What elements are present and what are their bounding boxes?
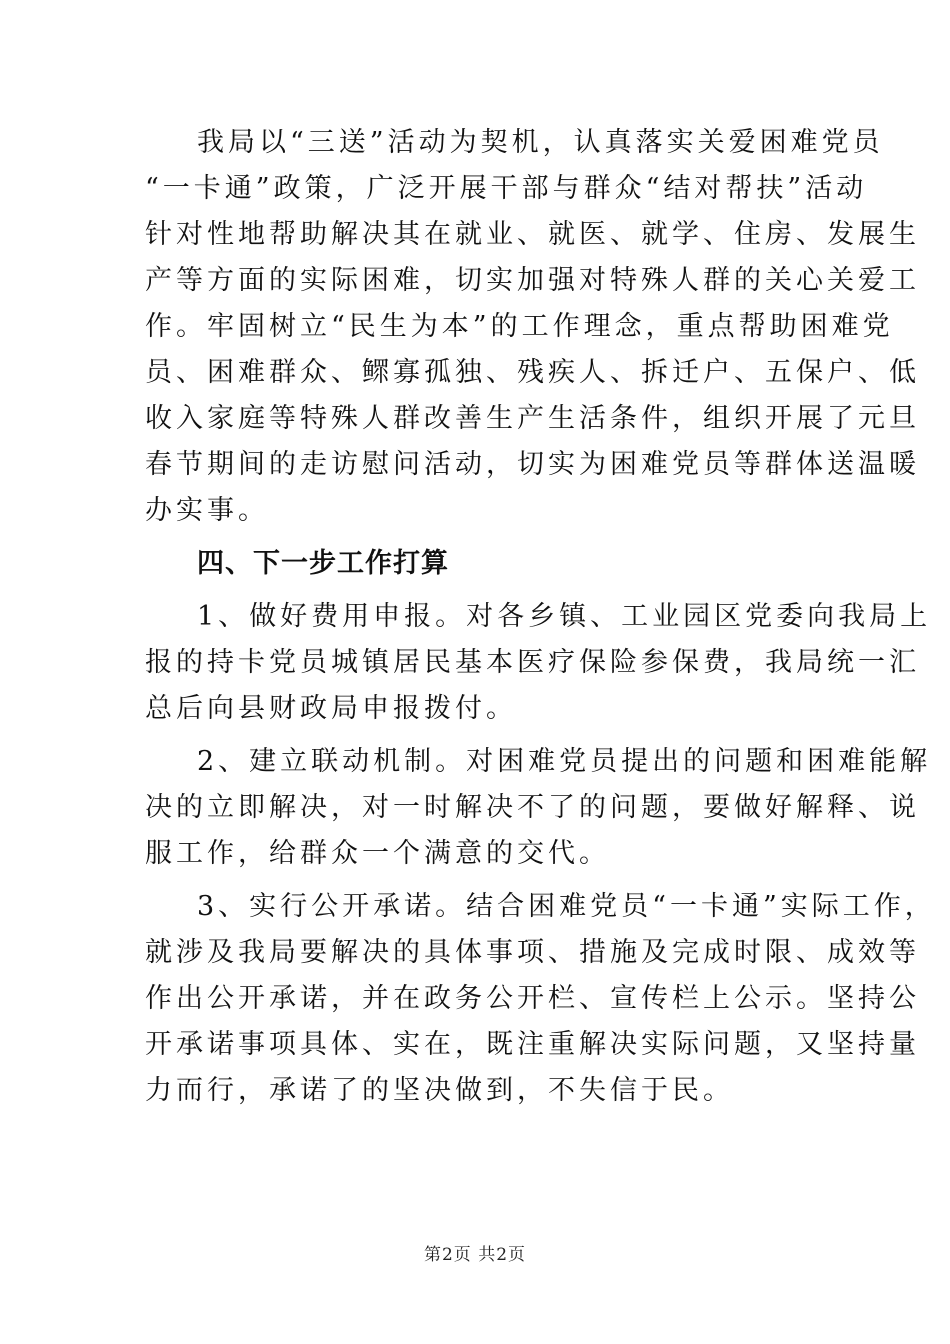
text-line: 我局以“三送”活动为契机，认真落实关爱困难党员 — [197, 127, 884, 158]
text-line: 服工作，给群众一个满意的交代。 — [145, 838, 610, 869]
text-line: 收入家庭等特殊人群改善生产生活条件，组织开展了元旦 — [145, 403, 920, 434]
paragraph-3 — [145, 739, 932, 877]
text-line: 就涉及我局要解决的具体事项、措施及完成时限、成效等 — [145, 937, 920, 968]
paragraph-2 — [145, 594, 932, 732]
text-line: 开承诺事项具体、实在，既注重解决实际问题，又坚持量 — [145, 1029, 920, 1060]
document-body — [145, 120, 936, 1114]
text-line: “一卡通”政策，广泛开展干部与群众“结对帮扶”活动 — [145, 173, 868, 204]
text-line: 报的持卡党员城镇居民基本医疗保险参保费，我局统一汇 — [145, 647, 920, 678]
text-line: 1、做好费用申报。对各乡镇、工业园区党委向我局上 — [197, 601, 932, 632]
text-line: 针对性地帮助解决其在就业、就医、就学、住房、发展生 — [145, 219, 920, 250]
text-line: 力而行，承诺了的坚决做到，不失信于民。 — [145, 1075, 734, 1106]
text-line: 产等方面的实际困难，切实加强对特殊人群的关心关爱工 — [145, 265, 920, 296]
text-line: 办实事。 — [145, 495, 269, 526]
text-line: 2、建立联动机制。对困难党员提出的问题和困难能解 — [197, 746, 932, 777]
paragraph-1 — [145, 120, 920, 534]
section-heading: 四、下一步工作打算 — [197, 548, 449, 579]
text-line: 作。牢固树立“民生为本”的工作理念，重点帮助困难党 — [145, 311, 894, 342]
page-number-footer: 第2页 共2页 — [423, 1245, 527, 1265]
text-line: 员、困难群众、鳏寡孤独、残疾人、拆迁户、五保户、低 — [145, 357, 920, 388]
text-line: 春节期间的走访慰问活动，切实为困难党员等群体送温暖 — [145, 449, 920, 480]
text-line: 决的立即解决，对一时解决不了的问题，要做好解释、说 — [145, 792, 920, 823]
text-line: 总后向县财政局申报拨付。 — [145, 693, 517, 724]
paragraph-4 — [145, 884, 936, 1114]
text-line: 作出公开承诺，并在政务公开栏、宣传栏上公示。坚持公 — [145, 983, 920, 1014]
text-line: 3、实行公开承诺。结合困难党员“一卡通”实际工作， — [197, 891, 936, 922]
